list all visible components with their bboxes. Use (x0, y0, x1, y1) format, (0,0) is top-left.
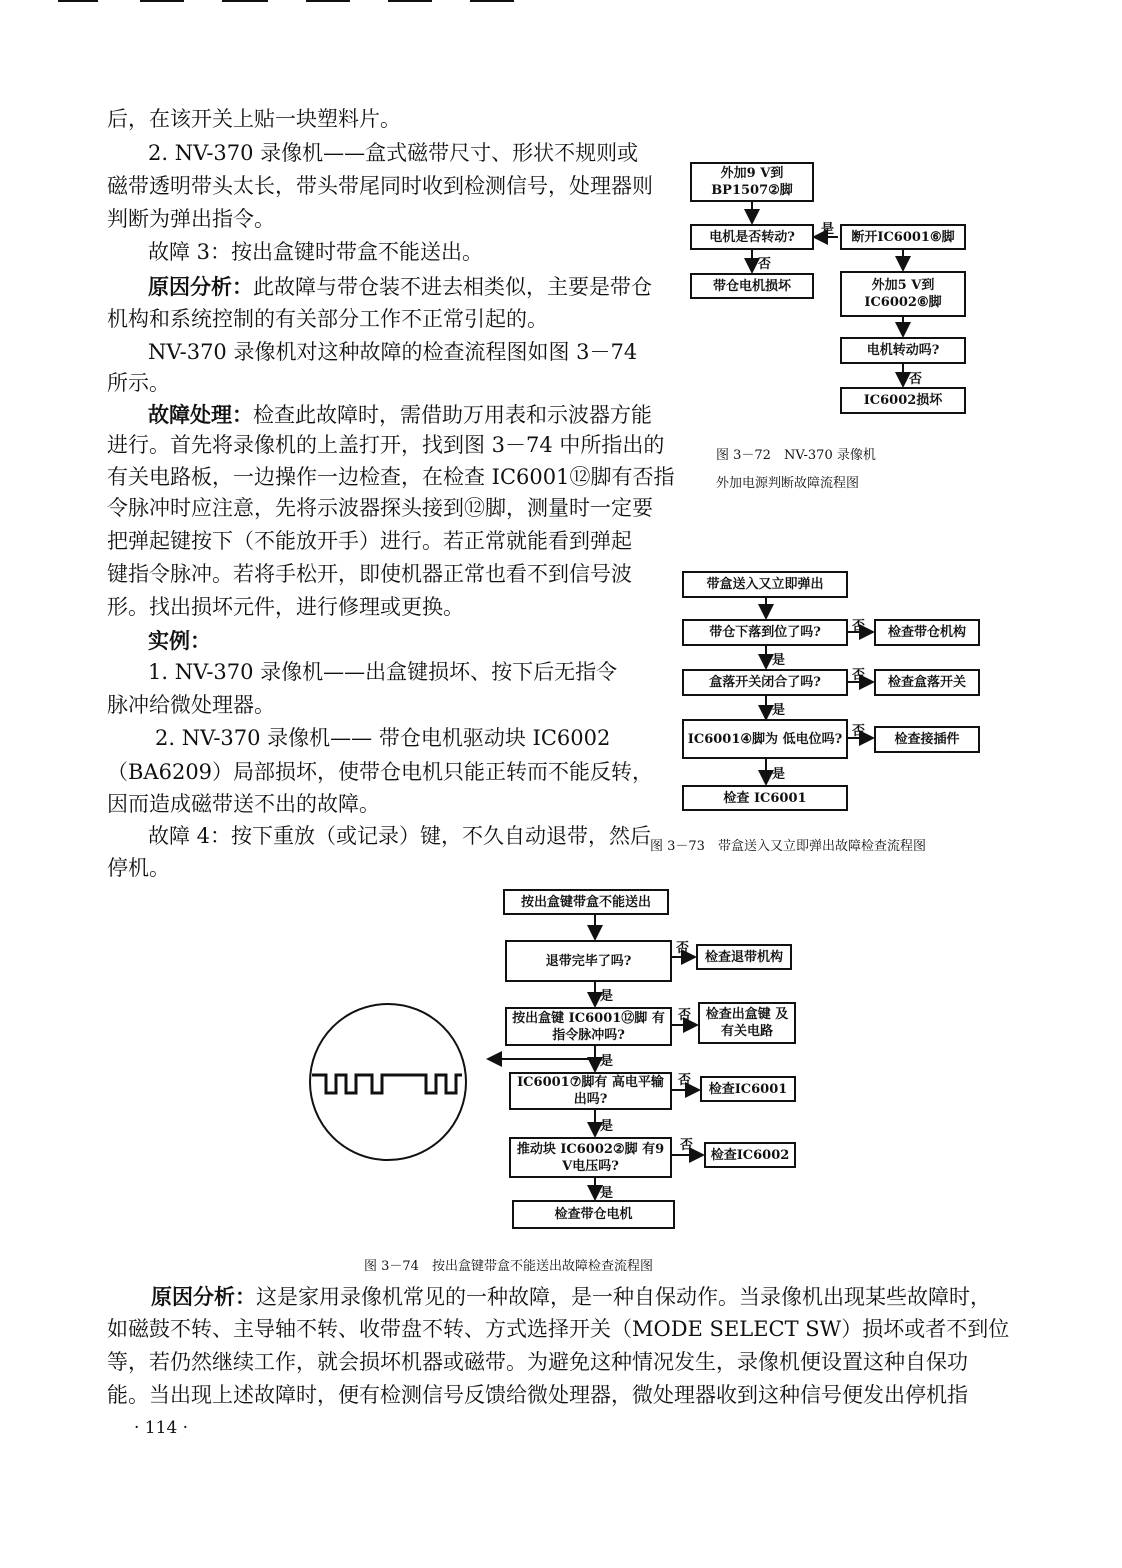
body-line: 如磁鼓不转、主导轴不转、收带盘不转、方式选择开关（MODE SELECT SW）损坏或者不到位 (107, 1317, 1010, 1341)
body-line: 令脉冲时应注意，先将示波器探头接到⑫脚，测量时一定要 (107, 496, 653, 520)
flow-box-check-ic6001: 检查IC6001 (700, 1076, 796, 1102)
no-label: 否 (909, 372, 923, 387)
body-line: 等，若仍然继续工作，就会损坏机器或磁带。为避免这种情况发生，录像机便设置这种自保功 (107, 1350, 968, 1374)
flow-box-pin4-low: IC6001④脚为 低电位吗? (682, 719, 848, 759)
flow-box-disconnect-ic6001: 断开IC6001⑥脚 (840, 224, 966, 250)
yes-label: 是 (772, 703, 786, 718)
body-line: 故障 4：按下重放（或记录）键，不久自动退带，然后 (148, 824, 652, 848)
no-label: 否 (678, 1008, 692, 1023)
flow-box-check-holder: 检查带仓机构 (874, 619, 980, 646)
flow-box-motor-turning: 电机是否转动? (690, 224, 814, 250)
body-line: NV-370 录像机对这种故障的检查流程图如图 3－74 (148, 340, 638, 364)
no-label: 否 (676, 941, 690, 956)
flow-box-ic6002-damaged: IC6002损坏 (840, 387, 966, 414)
flow-box-apply-9v: 外加9 V到 BP1507②脚 (690, 162, 814, 202)
body-line: 故障 3：按出盒键时带盒不能送出。 (148, 240, 484, 264)
yes-label: 是 (821, 222, 835, 237)
yes-label: 是 (772, 767, 786, 782)
body-line: 因而造成磁带送不出的故障。 (107, 792, 380, 816)
run-in-heading: 故障处理： (148, 402, 253, 427)
flow-box-eject-key-pulse: 按出盒键 IC6001⑫脚 有指令脉冲吗? (505, 1007, 672, 1046)
flow-box-driver-9v: 推动块 IC6002②脚 有9 V电压吗? (509, 1137, 672, 1178)
flow-box-apply-5v: 外加5 V到 IC6002⑥脚 (840, 271, 966, 317)
flow-box-motor-damaged: 带仓电机损坏 (690, 273, 814, 299)
flow-box-holder-lowered: 带仓下落到位了吗? (682, 619, 848, 646)
body-line (151, 1280, 991, 1314)
yes-label: 是 (600, 989, 614, 1004)
page-number: · 114 · (134, 1418, 189, 1438)
no-label: 否 (852, 619, 866, 634)
flow-box-check-ic6002: 检查IC6002 (704, 1142, 796, 1168)
yes-label: 是 (600, 1054, 614, 1069)
body-line: 后，在该开关上贴一块塑料片。 (107, 107, 401, 131)
flow-box-check-switch: 检查盒落开关 (874, 669, 980, 696)
body-line: （BA6209）局部损坏，使带仓电机只能正转而不能反转， (107, 760, 654, 784)
section-heading: 实例： (148, 628, 211, 653)
body-line: 2. NV-370 录像机—— 带仓电机驱动块 IC6002 (155, 726, 611, 750)
body-text: 这是家用录像机常见的一种故障，是一种自保动作。当录像机出现某些故障时， (256, 1285, 991, 1309)
body-line: 键指令脉冲。若将手松开，即使机器正常也看不到信号波 (107, 562, 632, 586)
yes-label: 是 (600, 1119, 614, 1134)
no-label: 否 (758, 257, 772, 272)
figure-caption: 图 3－74 按出盒键带盒不能送出故障检查流程图 (364, 1259, 653, 1274)
no-label: 否 (852, 668, 866, 683)
yes-label: 是 (600, 1186, 614, 1201)
flow-box-check-ic6001: 检查 IC6001 (682, 785, 848, 811)
flow-box-check-motor: 检查带仓电机 (512, 1200, 675, 1229)
flow-box-switch-closed: 盒落开关闭合了吗? (682, 669, 848, 696)
body-line: 磁带透明带头太长，带头带尾同时收到检测信号，处理器则 (107, 174, 653, 198)
oscilloscope-screen (310, 1004, 466, 1160)
yes-label: 是 (772, 653, 786, 668)
no-label: 否 (678, 1073, 692, 1088)
no-label: 否 (680, 1138, 694, 1153)
flow-box-check-unload: 检查退带机构 (696, 944, 792, 970)
body-line: 判断为弹出指令。 (107, 207, 275, 231)
no-label: 否 (852, 724, 866, 739)
body-line: 有关电路板，一边操作一边检查，在检查 IC6001⑫脚有否指 (107, 465, 675, 489)
body-line: 所示。 (107, 371, 170, 395)
flow-box-unload-complete: 退带完毕了吗? (505, 940, 672, 982)
body-line: 机构和系统控制的有关部分工作不正常引起的。 (107, 307, 548, 331)
flow-box-check-connector: 检查接插件 (874, 726, 980, 753)
body-line: 能。当出现上述故障时，便有检测信号反馈给微处理器，微处理器收到这种信号便发出停机指 (107, 1383, 968, 1407)
run-in-heading: 原因分析： (151, 1284, 256, 1309)
body-line: 进行。首先将录像机的上盖打开，找到图 3－74 中所指出的 (107, 433, 665, 457)
flow-box-cannot-eject: 按出盒键带盒不能送出 (503, 889, 669, 915)
body-line: 2. NV-370 录像机——盒式磁带尺寸、形状不规则或 (148, 141, 639, 165)
figure-caption: 图 3－73 带盒送入又立即弹出故障检查流程图 (650, 839, 926, 854)
flow-box-motor-turns: 电机转动吗? (840, 337, 966, 364)
body-line: 脉冲给微处理器。 (107, 693, 275, 717)
flow-box-cassette-ejects: 带盒送入又立即弹出 (682, 571, 848, 598)
figure-caption: 图 3－72 NV-370 录像机 (716, 448, 876, 463)
body-line: 1. NV-370 录像机——出盒键损坏、按下后无指令 (148, 660, 618, 684)
body-line: 把弹起键按下（不能放开手）进行。若正常就能看到弹起 (107, 529, 632, 553)
body-line: 停机。 (107, 856, 170, 880)
run-in-heading: 原因分析： (148, 274, 253, 299)
flow-box-check-eject-key: 检查出盒键 及有关电路 (698, 1002, 796, 1044)
body-line: 形。找出损坏元件，进行修理或更换。 (107, 595, 464, 619)
figure-caption: 外加电源判断故障流程图 (716, 476, 860, 491)
body-text: 此故障与带仓装不进去相类似，主要是带仓 (253, 275, 652, 299)
body-text: 检查此故障时，需借助万用表和示波器方能 (253, 403, 652, 427)
flow-box-pin7-high: IC6001⑦脚有 高电平输出吗? (509, 1072, 672, 1110)
